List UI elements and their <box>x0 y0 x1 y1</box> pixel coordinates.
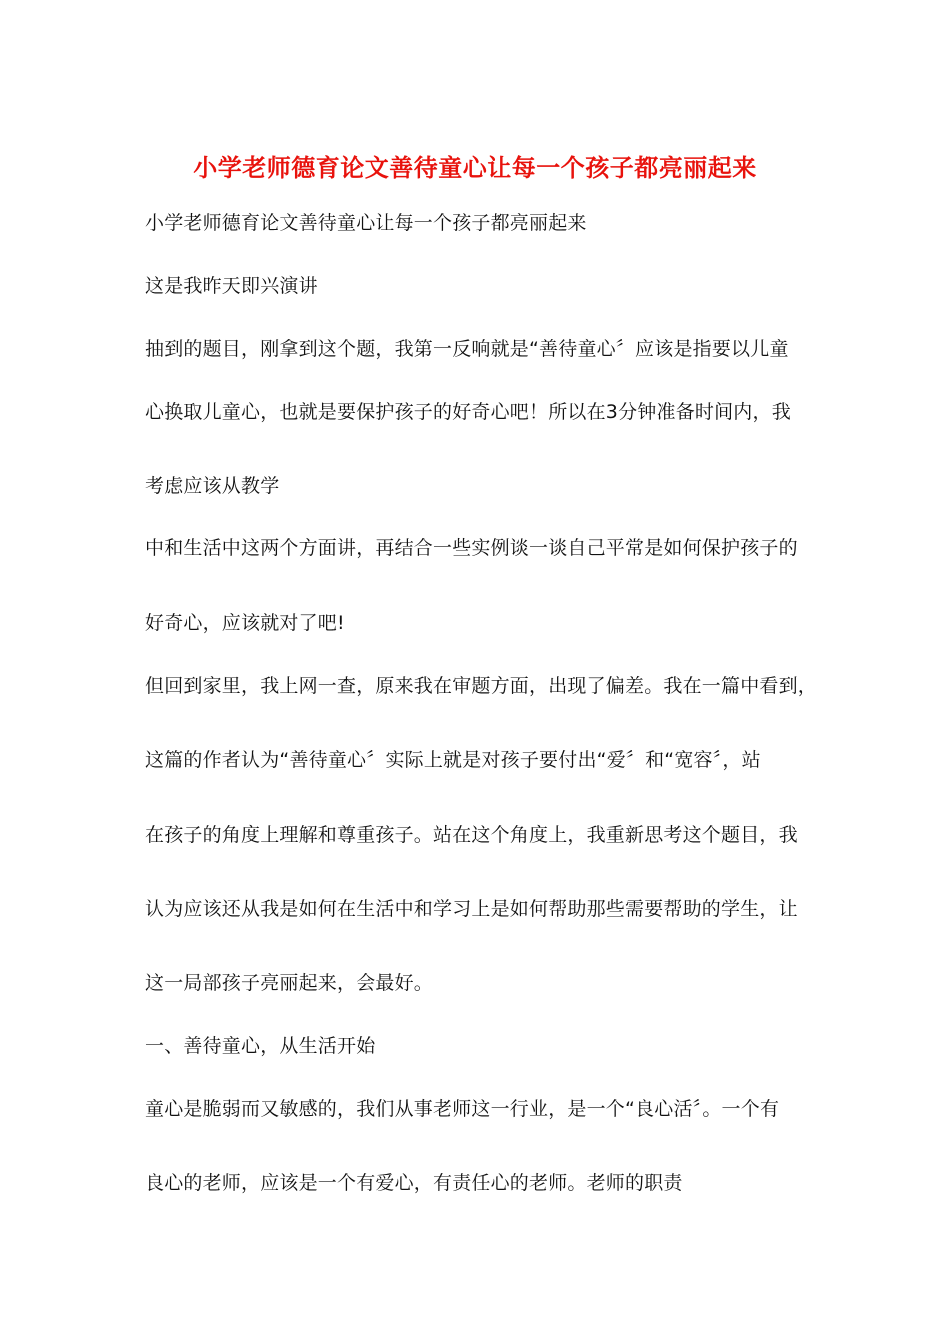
body-line-15: 良心的老师，应该是一个有爱心，有责任心的老师。老师的职责 <box>145 1172 683 1194</box>
body-line-5: 考虑应该从教学 <box>145 475 280 497</box>
body-line-3: 抽到的题目，刚拿到这个题，我第一反响就是“善待童心〞应该是指要以儿童 <box>145 338 789 360</box>
body-line-8: 但回到家里，我上网一查，原来我在审题方面，出现了偏差。我在一篇中看到， <box>145 675 818 697</box>
body-line-14: 童心是脆弱而又敏感的，我们从事老师这一行业，是一个“良心活〞。一个有 <box>145 1098 780 1120</box>
body-line-7: 好奇心，应该就对了吧! <box>145 612 345 634</box>
body-line-6: 中和生活中这两个方面讲，再结合一些实例谈一谈自己平常是如何保护孩子的 <box>145 537 798 559</box>
body-line-11: 认为应该还从我是如何在生活中和学习上是如何帮助那些需要帮助的学生，让 <box>145 898 798 920</box>
body-line-10: 在孩子的角度上理解和尊重孩子。站在这个角度上，我重新思考这个题目，我 <box>145 824 798 846</box>
document-title: 小学老师德育论文善待童心让每一个孩子都亮丽起来 <box>193 153 757 182</box>
section-heading: 一、善待童心，从生活开始 <box>145 1035 376 1057</box>
body-line-4: 心换取儿童心，也就是要保护孩子的好奇心吧！所以在3分钟准备时间内，我 <box>145 401 791 423</box>
body-line-2: 这是我昨天即兴演讲 <box>145 275 318 297</box>
body-line-12: 这一局部孩子亮丽起来，会最好。 <box>145 972 434 994</box>
body-line-9: 这篇的作者认为“善待童心〞实际上就是对孩子要付出“爱〞和“宽容〞，站 <box>145 749 761 771</box>
body-line-1: 小学老师德育论文善待童心让每一个孩子都亮丽起来 <box>145 212 587 234</box>
